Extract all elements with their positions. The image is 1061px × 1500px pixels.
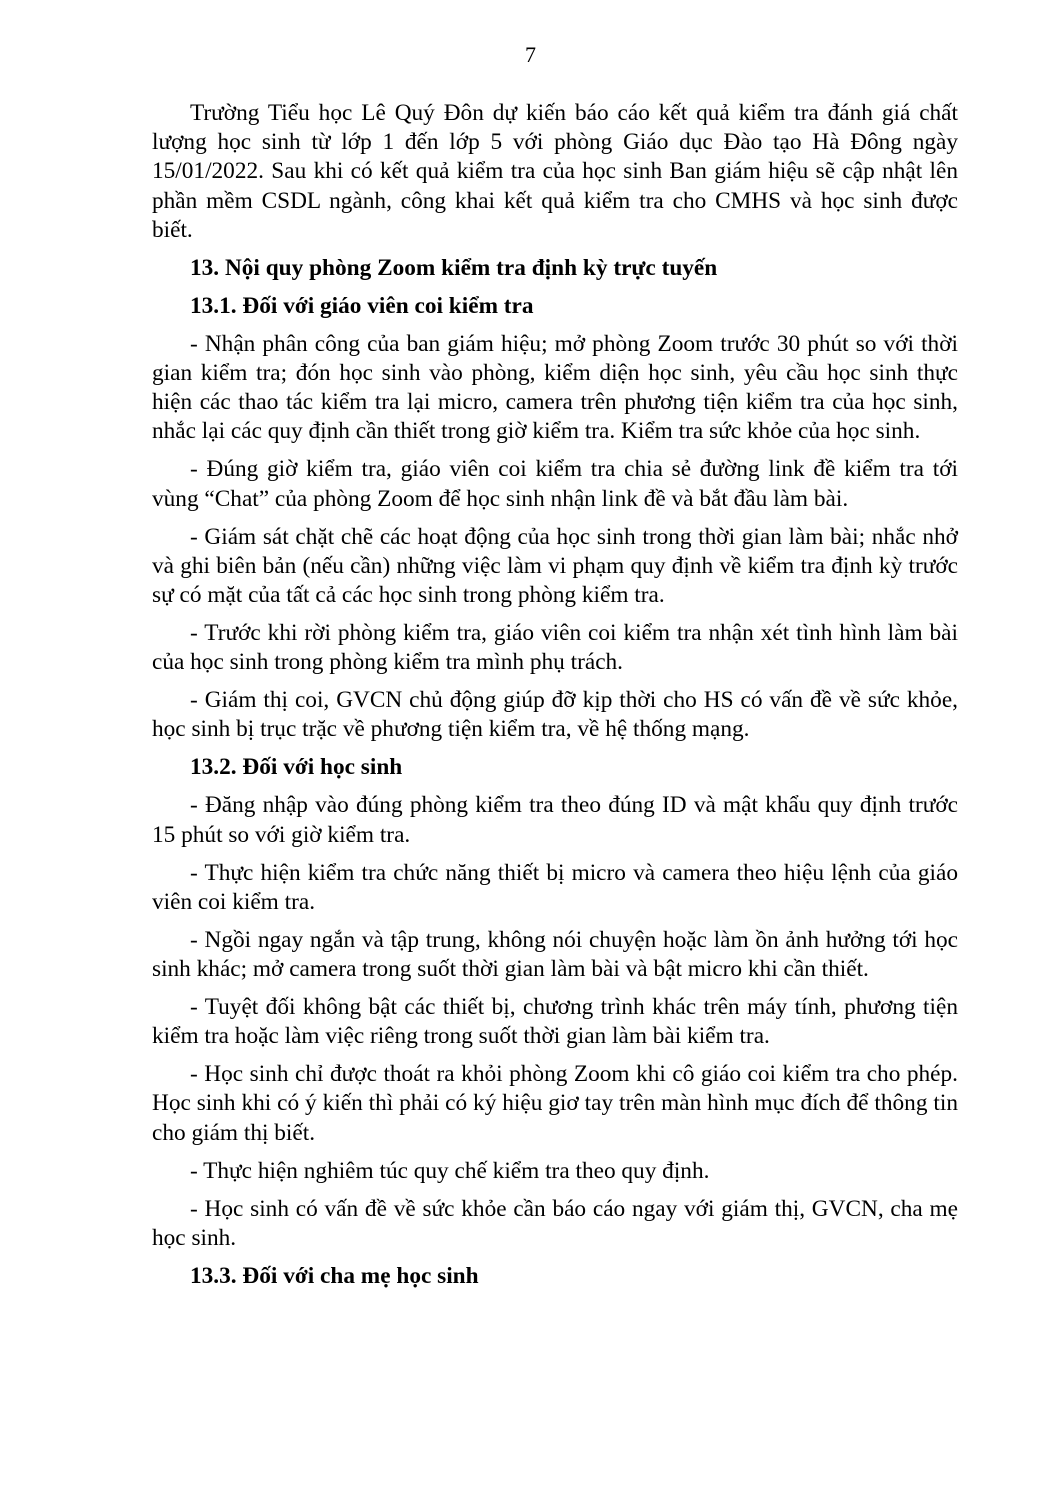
paragraph-student-rule-7: - Học sinh có vấn đề về sức khỏe cần báo cáo ngay với giám thị, GVCN, cha mẹ học sinh. xyxy=(152,1195,958,1251)
paragraph-teacher-rule-4: - Trước khi rời phòng kiểm tra, giáo viên coi kiểm tra nhận xét tình hình làm bài của học sinh trong phòng kiểm tra mình phụ trách. xyxy=(152,620,958,676)
paragraph-teacher-rule-2: - Đúng giờ kiểm tra, giáo viên coi kiểm tra chia sẻ đường link đề kiểm tra tới vùng “Chat” của phòng Zoom để học sinh nhận link đề và bắt đầu làm bài. xyxy=(152,456,958,512)
heading-zoom-rules: 13. Nội quy phòng Zoom kiểm tra định kỳ trực tuyến xyxy=(190,254,718,281)
paragraph-student-rule-5: - Học sinh chỉ được thoát ra khỏi phòng Zoom khi cô giáo coi kiểm tra cho phép. Học sinh khi có ý kiến thì phải có ký hiệu giơ tay trên màn hình mục đích để thông tin cho giám thị biết. xyxy=(152,1061,958,1146)
document-body xyxy=(152,99,958,1300)
paragraph-report-plan: Trường Tiểu học Lê Quý Đôn dự kiến báo cáo kết quả kiểm tra đánh giá chất lượng học sinh từ lớp 1 đến lớp 5 với phòng Giáo dục Đào tạo Hà Đông ngày 15/01/2022. Sau khi có kết quả kiểm tra của học sinh Ban giám hiệu sẽ cập nhật lên phần mềm CSDL ngành, công khai kết quả kiểm tra cho CMHS và học sinh được biết. xyxy=(152,100,958,243)
paragraph-student-rule-4: - Tuyệt đối không bật các thiết bị, chương trình khác trên máy tính, phương tiện kiểm tra hoặc làm việc riêng trong suốt thời gian làm bài kiểm tra. xyxy=(152,994,958,1050)
heading-teachers: 13.1. Đối với giáo viên coi kiểm tra xyxy=(190,292,534,319)
heading-students: 13.2. Đối với học sinh xyxy=(190,754,403,781)
heading-parents: 13.3. Đối với cha mẹ học sinh xyxy=(190,1262,479,1289)
paragraph-student-rule-1: - Đăng nhập vào đúng phòng kiểm tra theo đúng ID và mật khẩu quy định trước 15 phút so với giờ kiểm tra. xyxy=(152,792,958,848)
paragraph-student-rule-3: - Ngồi ngay ngắn và tập trung, không nói chuyện hoặc làm ồn ảnh hưởng tới học sinh khác; mở camera trong suốt thời gian làm bài và bật micro khi cần thiết. xyxy=(152,926,958,983)
page-number: 7 xyxy=(525,42,536,67)
paragraph-teacher-rule-5: - Giám thị coi, GVCN chủ động giúp đỡ kịp thời cho HS có vấn đề về sức khỏe, học sinh bị trục trặc về phương tiện kiểm tra, về hệ thống mạng. xyxy=(152,687,958,743)
paragraph-teacher-rule-3: - Giám sát chặt chẽ các hoạt động của học sinh trong thời gian làm bài; nhắc nhở và ghi biên bản (nếu cần) những việc làm vi phạm quy định về kiểm tra định kỳ trước sự có mặt của tất cả các học sinh trong phòng kiểm tra. xyxy=(152,523,958,609)
paragraph-student-rule-2: - Thực hiện kiểm tra chức năng thiết bị micro và camera theo hiệu lệnh của giáo viên coi kiểm tra. xyxy=(152,859,958,915)
paragraph-teacher-rule-1: - Nhận phân công của ban giám hiệu; mở phòng Zoom trước 30 phút so với thời gian kiểm tra; đón học sinh vào phòng, kiểm diện học sinh, yêu cầu học sinh thực hiện các thao tác kiểm tra lại micro, camera trên phương tiện kiểm tra của học sinh, nhắc lại các quy định cần thiết trong giờ kiểm tra. Kiểm tra sức khỏe của học sinh. xyxy=(152,330,958,445)
paragraph-student-rule-6: - Thực hiện nghiêm túc quy chế kiểm tra theo quy định. xyxy=(190,1157,710,1184)
